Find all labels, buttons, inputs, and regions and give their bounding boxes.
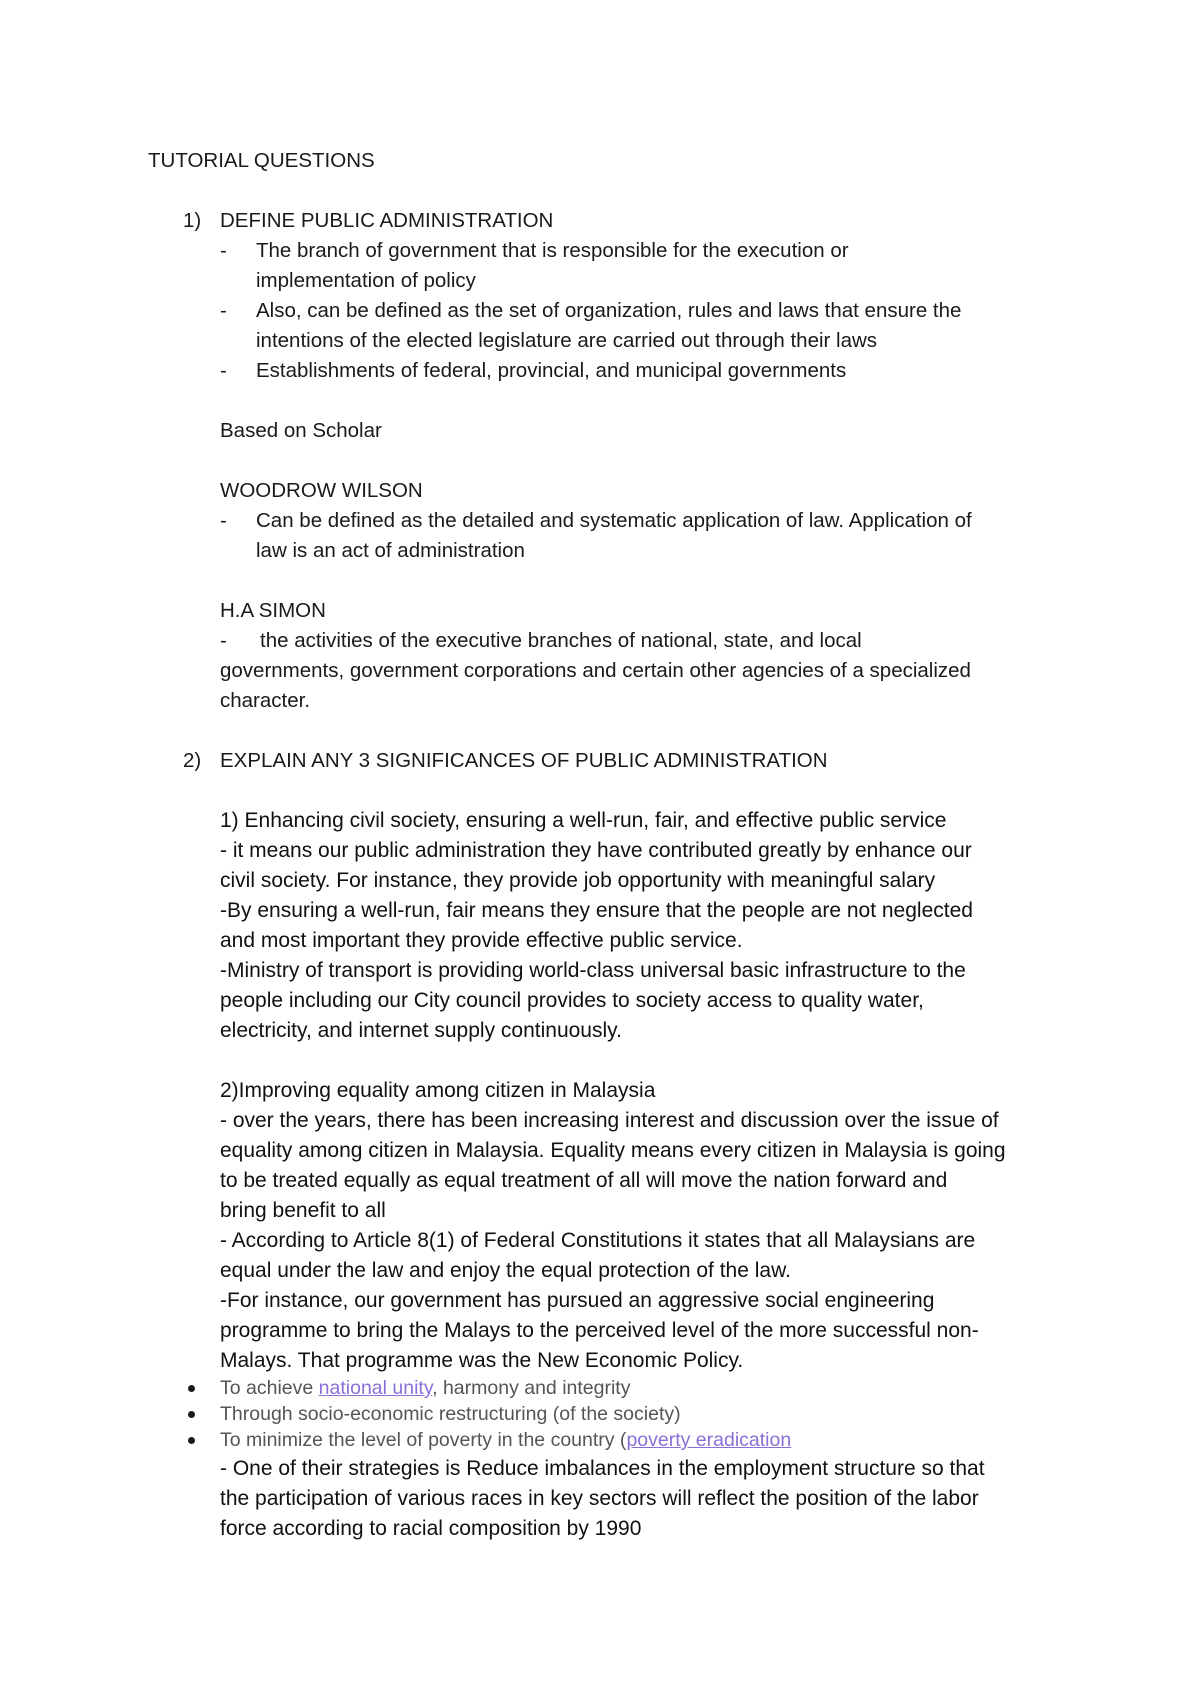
significance-2-line: programme to bring the Malays to the perceived level of the more successful non-: [220, 1319, 979, 1342]
q1-number: 1): [183, 209, 202, 232]
scholar-wilson-name: WOODROW WILSON: [220, 479, 423, 502]
significance-1-line: electricity, and internet supply continuously.: [220, 1019, 622, 1042]
national-unity-link[interactable]: national unity: [318, 1377, 433, 1399]
significance-2-line: bring benefit to all: [220, 1199, 386, 1222]
q1-bullet-3: Establishments of federal, provincial, and municipal governments: [256, 359, 847, 382]
strategy-line: force according to racial composition by 1990: [220, 1517, 642, 1540]
q1-bullet-2-line-1: Also, can be defined as the set of organization, rules and laws that ensure the: [256, 299, 962, 322]
dash-marker: -: [220, 629, 227, 652]
strategy-line: - One of their strategies is Reduce imbalances in the employment structure so that: [220, 1457, 985, 1480]
significance-2-line: - over the years, there has been increasing interest and discussion over the issue of: [220, 1109, 999, 1132]
q1-bullet-2-line-2: intentions of the elected legislature are carried out through their laws: [256, 329, 878, 352]
based-on-scholar: Based on Scholar: [220, 419, 382, 442]
simon-text-line-2: governments, government corporations and certain other agencies of a specialized: [220, 659, 971, 682]
dash-marker: -: [220, 509, 227, 532]
wilson-text-line-2: law is an act of administration: [256, 539, 525, 562]
significance-1-line: civil society. For instance, they provide job opportunity with meaningful salary: [220, 869, 936, 892]
dash-marker: -: [220, 239, 227, 262]
significance-1-line: and most important they provide effective public service.: [220, 929, 743, 952]
document-heading: TUTORIAL QUESTIONS: [148, 149, 375, 172]
dash-marker: -: [220, 359, 227, 382]
significance-2-heading: 2)Improving equality among citizen in Malaysia: [220, 1079, 656, 1102]
q1-title: DEFINE PUBLIC ADMINISTRATION: [220, 209, 554, 232]
poverty-eradication-link[interactable]: poverty eradication: [626, 1429, 792, 1451]
nep-bullet-3: [220, 1426, 791, 1454]
significance-1-line: -Ministry of transport is providing world-class universal basic infrastructure to the: [220, 959, 966, 982]
bullet-dot-icon: [188, 1411, 195, 1418]
q2-title: EXPLAIN ANY 3 SIGNIFICANCES OF PUBLIC ADMINISTRATION: [220, 749, 828, 772]
significance-1-line: people including our City council provides to society access to quality water,: [220, 989, 924, 1012]
nep-bullet-1-prefix: To achieve: [220, 1377, 319, 1399]
strategy-line: the participation of various races in key sectors will reflect the position of the labor: [220, 1487, 979, 1510]
q2-number: 2): [183, 749, 202, 772]
significance-1-line: - it means our public administration they have contributed greatly by enhance our: [220, 839, 972, 862]
simon-text-line-3: character.: [220, 689, 311, 712]
significance-1-heading: 1) Enhancing civil society, ensuring a well-run, fair, and effective public service: [220, 809, 947, 832]
significance-2-line: to be treated equally as equal treatment of all will move the nation forward and: [220, 1169, 948, 1192]
q1-bullet-1-line-2: implementation of policy: [256, 269, 476, 292]
bullet-dot-icon: [188, 1385, 195, 1392]
significance-2-line: -For instance, our government has pursued an aggressive social engineering: [220, 1289, 935, 1312]
nep-bullet-3-prefix: To minimize the level of poverty in the country (: [220, 1429, 627, 1451]
significance-2-line: - According to Article 8(1) of Federal Constitutions it states that all Malaysians are: [220, 1229, 976, 1252]
significance-1-line: -By ensuring a well-run, fair means they ensure that the people are not neglected: [220, 899, 973, 922]
bullet-dot-icon: [188, 1437, 195, 1444]
nep-bullet-1-suffix: , harmony and integrity: [432, 1377, 631, 1399]
dash-marker: -: [220, 299, 227, 322]
significance-2-line: Malays. That programme was the New Economic Policy.: [220, 1349, 744, 1372]
significance-2-line: equality among citizen in Malaysia. Equality means every citizen in Malaysia is going: [220, 1139, 1006, 1162]
nep-bullet-2: Through socio-economic restructuring (of the society): [220, 1403, 681, 1425]
simon-text-line-1: the activities of the executive branches of national, state, and local: [260, 629, 862, 652]
scholar-simon-name: H.A SIMON: [220, 599, 326, 622]
wilson-text-line-1: Can be defined as the detailed and systematic application of law. Application of: [256, 509, 972, 532]
q1-bullet-1-line-1: The branch of government that is responsible for the execution or: [256, 239, 849, 262]
significance-2-line: equal under the law and enjoy the equal protection of the law.: [220, 1259, 791, 1282]
nep-bullet-1: [220, 1374, 630, 1402]
